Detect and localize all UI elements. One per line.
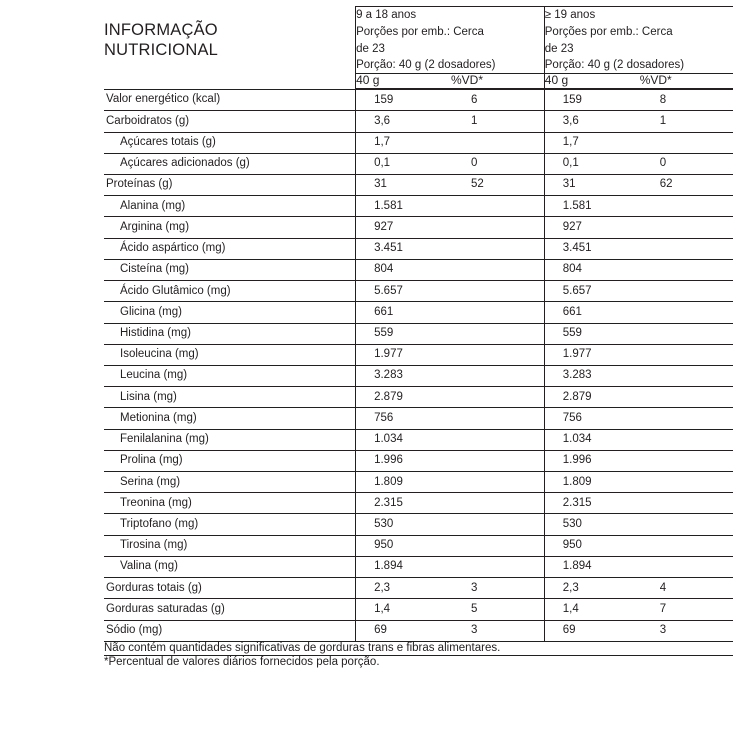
table-row [104,408,733,429]
row-amount-1: 530 [356,514,451,535]
table-body [104,7,733,672]
row-vd-2 [640,344,733,365]
row-amount-2: 2.315 [544,493,639,514]
row-label: Fenilalanina (mg) [104,429,356,450]
table-row [104,259,733,280]
row-amount-2: 3,6 [544,111,639,132]
table-row [104,365,733,386]
age-group-2 [544,7,733,74]
row-vd-2: 0 [640,153,733,174]
row-vd-2 [640,556,733,577]
row-label: Alanina (mg) [104,196,356,217]
row-vd-1: 0 [451,153,544,174]
table-row [104,111,733,132]
row-amount-2: 69 [544,620,639,641]
table-row [104,217,733,238]
age-group-1-servings-cont: de 23 [356,42,385,55]
row-amount-2: 0,1 [544,153,639,174]
row-vd-2 [640,450,733,471]
row-vd-1 [451,429,544,450]
row-vd-2 [640,196,733,217]
row-amount-2: 530 [544,514,639,535]
row-amount-2: 804 [544,259,639,280]
row-amount-1: 1.581 [356,196,451,217]
row-amount-1: 559 [356,323,451,344]
header-row [104,7,733,74]
row-label: Cisteína (mg) [104,259,356,280]
row-amount-1: 1.034 [356,429,451,450]
age-group-1 [356,7,545,74]
row-vd-2 [640,217,733,238]
row-vd-1 [451,217,544,238]
row-vd-2 [640,535,733,556]
row-amount-1: 2.879 [356,387,451,408]
table-row [104,281,733,302]
column-header-row [104,74,733,89]
row-amount-2: 1.977 [544,344,639,365]
panel-title-line2: NUTRICIONAL [104,41,219,60]
column-header-blank [104,74,356,89]
row-vd-1 [451,238,544,259]
table-row [104,323,733,344]
row-label: Ácido Glutâmico (mg) [104,281,356,302]
table-row [104,196,733,217]
age-group-1-servings: Porções por emb.: Cerca [356,26,484,39]
row-amount-2: 1,4 [544,599,639,620]
row-amount-1: 927 [356,217,451,238]
row-amount-1: 756 [356,408,451,429]
row-label: Gorduras totais (g) [104,578,356,599]
row-vd-1 [451,259,544,280]
row-amount-1: 2,3 [356,578,451,599]
table-row [104,174,733,195]
table-row [104,578,733,599]
row-amount-2: 3.451 [544,238,639,259]
row-amount-2: 1.894 [544,556,639,577]
table-row [104,556,733,577]
row-vd-1 [451,365,544,386]
row-label: Açúcares totais (g) [104,132,356,153]
row-amount-2: 1.581 [544,196,639,217]
row-label: Prolina (mg) [104,450,356,471]
row-label: Carboidratos (g) [104,111,356,132]
row-label: Glicina (mg) [104,302,356,323]
row-vd-2 [640,472,733,493]
column-header-amount-1: 40 g [356,74,451,89]
row-vd-2 [640,302,733,323]
table-row [104,387,733,408]
row-amount-1: 31 [356,174,451,195]
row-vd-1 [451,408,544,429]
table-row [104,132,733,153]
row-amount-2: 1.809 [544,472,639,493]
table-row [104,472,733,493]
row-label: Treonina (mg) [104,493,356,514]
row-vd-2 [640,408,733,429]
panel-title-line1: INFORMAÇÃO [104,21,218,40]
row-amount-1: 0,1 [356,153,451,174]
row-amount-1: 661 [356,302,451,323]
table-row [104,238,733,259]
row-label: Açúcares adicionados (g) [104,153,356,174]
row-label: Proteínas (g) [104,174,356,195]
row-amount-1: 1.809 [356,472,451,493]
row-vd-2 [640,387,733,408]
row-vd-2: 8 [640,89,733,111]
row-vd-1 [451,323,544,344]
row-amount-1: 1,7 [356,132,451,153]
row-vd-1 [451,514,544,535]
row-amount-1: 950 [356,535,451,556]
row-amount-2: 2.879 [544,387,639,408]
footnote-row-1 [104,641,733,655]
row-vd-1 [451,344,544,365]
row-label: Ácido aspártico (mg) [104,238,356,259]
row-amount-1: 3.451 [356,238,451,259]
row-vd-1 [451,556,544,577]
row-vd-1: 6 [451,89,544,111]
row-amount-2: 2,3 [544,578,639,599]
row-amount-2: 1,7 [544,132,639,153]
age-group-2-label: ≥ 19 anos [544,9,596,21]
row-amount-1: 5.657 [356,281,451,302]
footnote-trans-fiber: Não contém quantidades significativas de gorduras trans e fibras alimentares. [104,641,733,655]
row-amount-2: 159 [544,89,639,111]
table-row [104,344,733,365]
row-vd-1 [451,281,544,302]
row-label: Valina (mg) [104,556,356,577]
table-row [104,514,733,535]
row-label: Sódio (mg) [104,620,356,641]
row-amount-2: 31 [544,174,639,195]
row-vd-2 [640,323,733,344]
row-amount-2: 1.034 [544,429,639,450]
row-amount-2: 756 [544,408,639,429]
table-row [104,450,733,471]
footnote-daily-values: *Percentual de valores diários fornecidos pela porção. [104,656,380,669]
row-vd-1: 52 [451,174,544,195]
row-vd-2 [640,238,733,259]
row-vd-2 [640,132,733,153]
table-row [104,599,733,620]
row-vd-2: 4 [640,578,733,599]
row-vd-1 [451,302,544,323]
row-vd-1 [451,132,544,153]
age-group-1-label: 9 a 18 anos [356,9,417,21]
row-vd-2 [640,429,733,450]
row-vd-2: 7 [640,599,733,620]
row-label: Triptofano (mg) [104,514,356,535]
row-label: Metionina (mg) [104,408,356,429]
table-row [104,620,733,641]
row-label: Lisina (mg) [104,387,356,408]
row-vd-2 [640,493,733,514]
row-vd-1: 5 [451,599,544,620]
row-vd-1 [451,450,544,471]
table-row [104,302,733,323]
column-header-vd-1: %VD* [451,74,544,89]
column-header-vd-2: %VD* [640,74,733,89]
row-vd-2 [640,259,733,280]
row-label: Isoleucina (mg) [104,344,356,365]
row-label: Valor energético (kcal) [104,89,356,111]
row-amount-2: 661 [544,302,639,323]
table-row [104,153,733,174]
row-vd-1 [451,196,544,217]
row-vd-2 [640,514,733,535]
row-vd-2 [640,281,733,302]
row-label: Serina (mg) [104,472,356,493]
table-row [104,89,733,111]
table-row [104,493,733,514]
row-vd-1 [451,472,544,493]
footnote-row-2 [104,656,733,672]
row-label: Gorduras saturadas (g) [104,599,356,620]
age-group-2-servings: Porções por emb.: Cerca [544,26,673,39]
row-amount-1: 1,4 [356,599,451,620]
row-amount-1: 1.977 [356,344,451,365]
row-label: Histidina (mg) [104,323,356,344]
row-amount-1: 1.894 [356,556,451,577]
row-amount-1: 69 [356,620,451,641]
column-header-amount-2: 40 g [544,74,639,89]
row-amount-2: 559 [544,323,639,344]
row-amount-2: 3.283 [544,365,639,386]
row-amount-1: 159 [356,89,451,111]
row-label: Arginina (mg) [104,217,356,238]
row-amount-2: 950 [544,535,639,556]
row-vd-1 [451,535,544,556]
row-vd-2: 3 [640,620,733,641]
age-group-2-servings-cont: de 23 [544,42,574,55]
row-amount-1: 3.283 [356,365,451,386]
row-amount-1: 804 [356,259,451,280]
panel-title [104,7,356,74]
row-vd-2 [640,365,733,386]
row-vd-1 [451,493,544,514]
row-amount-2: 5.657 [544,281,639,302]
row-vd-1: 3 [451,578,544,599]
row-amount-1: 2.315 [356,493,451,514]
row-vd-1: 1 [451,111,544,132]
row-amount-1: 1.996 [356,450,451,471]
row-vd-1 [451,387,544,408]
row-vd-2: 62 [640,174,733,195]
age-group-2-portion: Porção: 40 g (2 dosadores) [544,58,685,71]
row-label: Leucina (mg) [104,365,356,386]
row-vd-1: 3 [451,620,544,641]
row-amount-2: 1.996 [544,450,639,471]
row-amount-1: 3,6 [356,111,451,132]
row-vd-2: 1 [640,111,733,132]
age-group-1-portion: Porção: 40 g (2 dosadores) [356,58,496,71]
table-row [104,429,733,450]
table-row [104,535,733,556]
row-label: Tirosina (mg) [104,535,356,556]
row-amount-2: 927 [544,217,639,238]
nutrition-table [104,6,733,671]
